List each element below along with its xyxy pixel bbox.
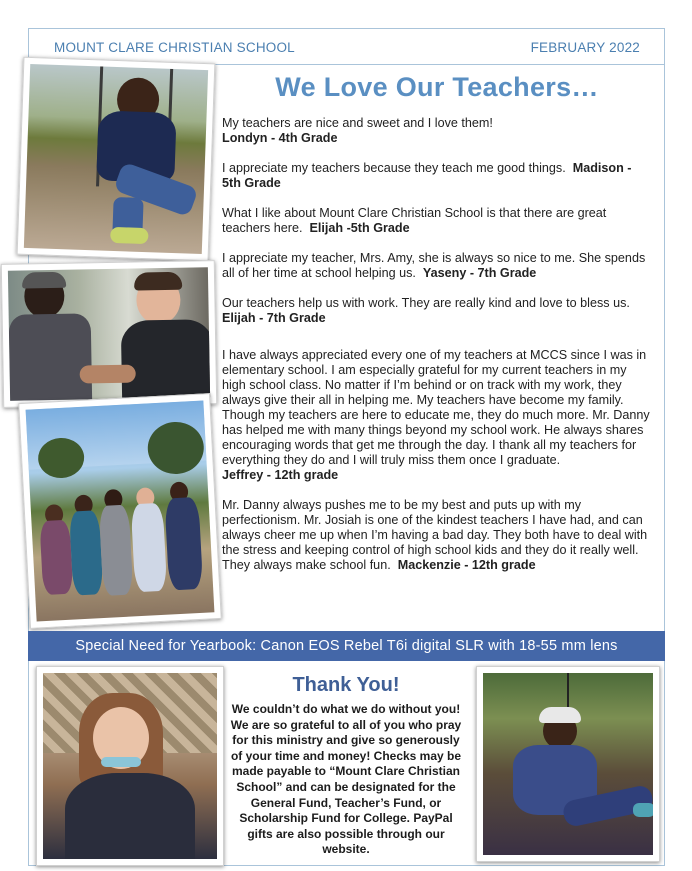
swing-image (24, 64, 208, 254)
quote-text: I appreciate my teacher, Mrs. Amy, she is always so nice to me. She spends all of her time at school helping us. (222, 251, 646, 280)
handshake-image (8, 267, 210, 400)
thank-you-title: Thank You! (292, 674, 400, 696)
quote-text: I appreciate my teachers because they teach me good things. (222, 161, 566, 175)
quote-elijah-7th (222, 296, 652, 326)
quote-text: I have always appreciated every one of my teachers at MCCS since I was in elementary school. I am especially grateful for my current teachers in my high school class. No matter if I’m behind or on track with my work, they always give their all in helping me. My teachers have become my family. Though my teachers are here to educate me, they do much more. Mr. Danny has helped me with many things beyond my school work. He always shares encouraging words that get me through the day. I thank all my teachers for everything they do and I will truly miss them once I graduate. (222, 348, 650, 467)
quote-jeffrey (222, 348, 652, 483)
quote-londyn (222, 116, 652, 146)
quote-elijah-5th (222, 206, 652, 236)
quote-text: What I like about Mount Clare Christian School is that there are great teachers here. (222, 206, 607, 235)
quote-text: Mr. Danny always pushes me to be my best and puts up with my perfectionism. Mr. Josiah is one of the kindest teachers I have had, and can always cheer me up when I’m having a bad day. They both have to deal with the stress and keeping control of high school kids and they do it really well. They always make school fun. (222, 498, 648, 572)
photo-student-group (18, 393, 222, 629)
quote-text: My teachers are nice and sweet and I love them! (222, 116, 493, 130)
quote-mackenzie (222, 498, 652, 573)
quote-author: Madison - 5th Grade (222, 161, 632, 190)
quote-madison (222, 161, 652, 191)
yearbook-need-banner: Special Need for Yearbook: Canon EOS Rebel T6i digital SLR with 18-55 mm lens (28, 631, 665, 661)
issue-date: FEBRUARY 2022 (530, 40, 640, 55)
group-image (26, 400, 215, 621)
quote-author: Londyn - 4th Grade (222, 131, 338, 145)
photo-handshake (1, 260, 217, 408)
quote-author: Elijah -5th Grade (309, 221, 410, 235)
zipline-image (483, 673, 653, 855)
school-name: MOUNT CLARE CHRISTIAN SCHOOL (54, 40, 295, 55)
quote-yaseny (222, 251, 652, 281)
quote-text: Our teachers help us with work. They are really kind and love to bless us. (222, 296, 630, 310)
photo-student-zipline (476, 666, 660, 862)
photo-student-smiling (36, 666, 224, 866)
quote-author: Elijah - 7th Grade (222, 311, 326, 325)
main-title: We Love Our Teachers… (275, 72, 599, 102)
thank-you-message: We couldn’t do what we do without you! We are so grateful to all of you who pray for this ministry and give so generously of your time and money! Checks may be made payable to “Mount Clare Christian School” and can be designated for the General Fund, Teacher’s Fund, or Scholarship Fund for College. PayPal gifts are also possible through our website. (230, 702, 462, 857)
student-smiling-image (43, 673, 217, 859)
quote-author: Yaseny - 7th Grade (422, 266, 537, 280)
quote-author: Jeffrey - 12th grade (222, 468, 339, 482)
quote-author: Mackenzie - 12th grade (397, 558, 536, 572)
teacher-quotes (222, 116, 652, 588)
photo-student-on-swing (17, 57, 216, 262)
